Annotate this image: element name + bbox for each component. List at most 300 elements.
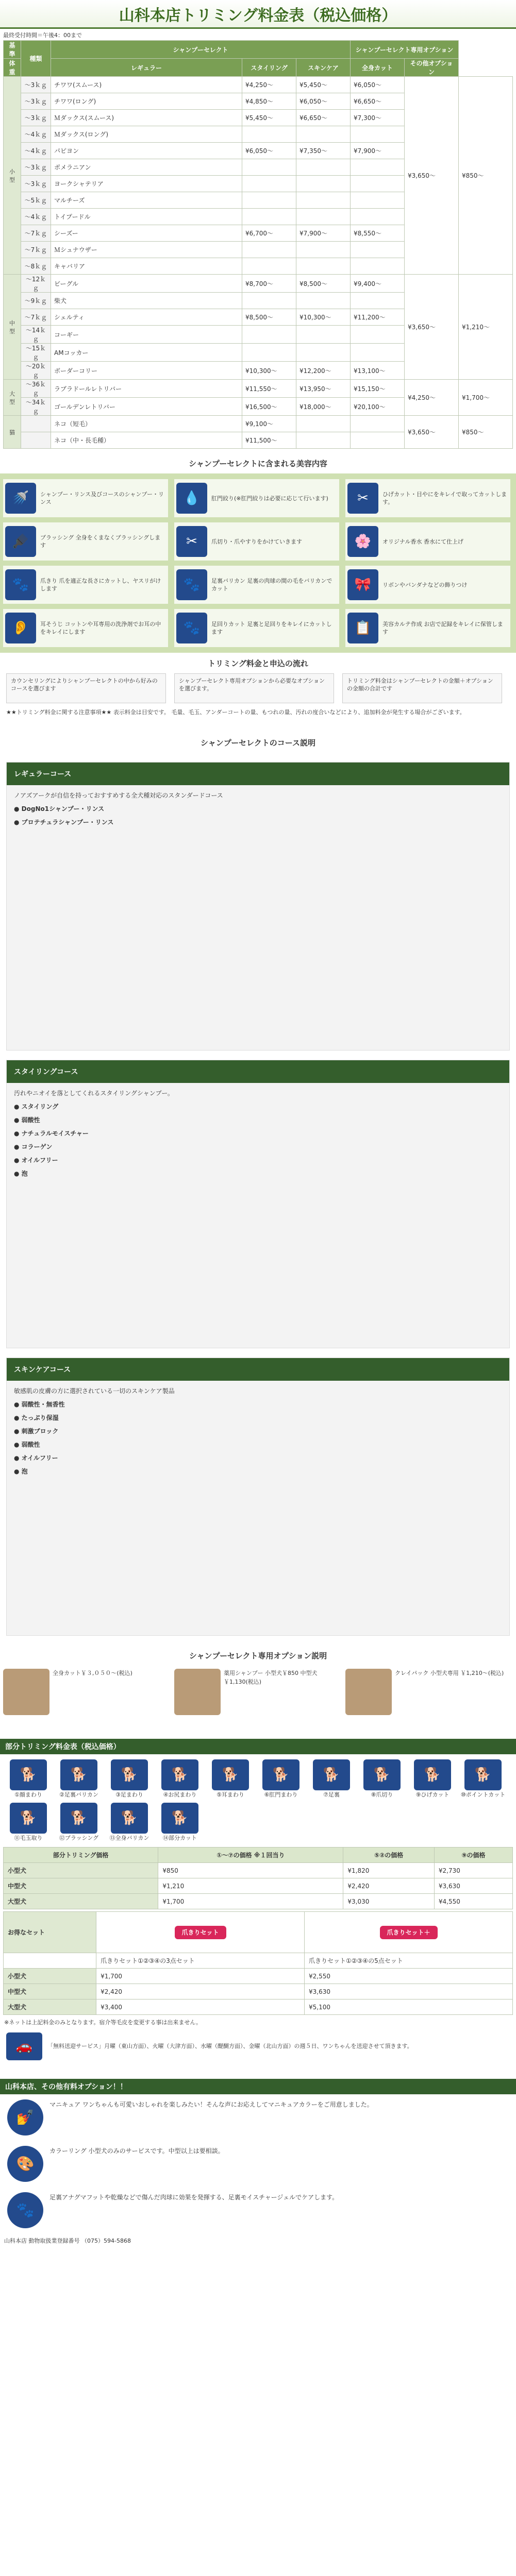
option-photo — [345, 1669, 392, 1715]
price-cell: ¥5,450～ — [296, 77, 351, 93]
part-label: ④お尻まわり — [163, 1791, 197, 1798]
course-box — [6, 1060, 510, 1348]
part-item — [206, 1759, 255, 1799]
set-a-desc: 爪きりセット①②③④の3点セット — [96, 1953, 305, 1969]
course-header: スタイリングコース — [7, 1060, 509, 1083]
feature-item — [174, 522, 339, 561]
course-header: レギュラーコース — [7, 762, 509, 785]
price-cell: ¥18,000～ — [296, 398, 351, 416]
car-icon: 🚗 — [6, 2032, 42, 2060]
price-row — [4, 77, 513, 93]
part-label: ⑧爪切り — [371, 1791, 393, 1798]
price-cell: ¥9,400～ — [351, 275, 405, 293]
price-row — [4, 416, 513, 432]
extra-text: カラーリング 小型犬のみのサービスです。中型以上は要相談。 — [49, 2147, 224, 2155]
feature-item — [345, 479, 510, 517]
part-item — [408, 1759, 457, 1799]
parts-price-header: ⑨の価格 — [434, 1848, 512, 1863]
course-desc: 敏感肌の皮膚の方に選択されている一切のスキンケア製品 — [14, 1387, 175, 1395]
price-cell — [242, 209, 296, 225]
breed-cell: シーズー — [51, 225, 242, 242]
price-row — [4, 275, 513, 293]
fullcut-header: 全身カット — [351, 59, 405, 77]
breed-cell: シェルティ — [51, 309, 242, 326]
course-item: ● DogNo1シャンプー・リンス — [14, 805, 105, 812]
breed-cell: マルチーズ — [51, 192, 242, 209]
part-icon: 🐕 — [161, 1759, 198, 1790]
feature-icon: 💧 — [176, 483, 207, 514]
course-item: ● 弱酸性・無香性 — [14, 1401, 65, 1408]
price-cell — [242, 176, 296, 192]
price-row — [4, 380, 513, 398]
extra-icon: 💅 — [7, 2099, 43, 2136]
weight-cell: ～7ｋｇ — [21, 242, 51, 258]
price-cell — [351, 293, 405, 309]
parts-price-cell: ¥850 — [158, 1863, 343, 1878]
price-cell: ¥8,700～ — [242, 275, 296, 293]
set-cell: 小型犬 — [4, 1969, 96, 1984]
set-b-desc: 爪きりセット①②③④の5点セット — [305, 1953, 513, 1969]
weight-cell: ～9ｋｇ — [21, 293, 51, 309]
feature-icon: 🌸 — [347, 526, 378, 557]
feature-item — [3, 479, 168, 517]
price-cell: ¥6,050～ — [242, 143, 296, 159]
flow-step: トリミング料金はシャンプーセレクトの金額＋オプションの金額の合計です — [342, 673, 502, 703]
parts-price-cell: ¥1,700 — [158, 1894, 343, 1909]
course-body — [7, 1083, 509, 1184]
price-cell: ¥6,650～ — [296, 110, 351, 126]
course-item: ● プロテチュラシャンプー・リンス — [14, 819, 114, 826]
part-label: ⑦足裏 — [323, 1791, 340, 1798]
parts-price-cell: ¥3,630 — [434, 1878, 512, 1894]
kijun-header: 基準 — [4, 41, 21, 59]
price-cell — [351, 126, 405, 143]
breed-cell: 柴犬 — [51, 293, 242, 309]
parts-price-cell: 中型犬 — [4, 1878, 158, 1894]
price-cell — [296, 258, 351, 275]
feature-text: 足回りカット 足裏と足回りをキレイにカットします — [211, 621, 332, 635]
part-icon: 🐕 — [262, 1759, 299, 1790]
breed-cell: ボーダーコリー — [51, 362, 242, 380]
price-cell: ¥12,200～ — [296, 362, 351, 380]
price-cell: ¥4,850～ — [242, 93, 296, 110]
styling-header: スタイリング — [242, 59, 296, 77]
part-item — [155, 1759, 205, 1799]
part-icon: 🐕 — [414, 1759, 451, 1790]
weight-cell — [21, 432, 51, 449]
part-item — [256, 1759, 306, 1799]
part-item — [4, 1759, 53, 1799]
extra-item — [0, 2187, 516, 2233]
feature-text: 美容カルテ作成 お店で記録をキレイに保管します — [382, 621, 503, 635]
parts-price-row — [4, 1894, 513, 1909]
price-cell: ¥7,900～ — [351, 143, 405, 159]
price-cell — [242, 242, 296, 258]
price-cell — [242, 192, 296, 209]
price-cell: ¥7,300～ — [351, 110, 405, 126]
price-cell: ¥8,550～ — [351, 225, 405, 242]
price-cell: ¥8,500～ — [242, 309, 296, 326]
breed-cell: Ｍダックス(ロング) — [51, 126, 242, 143]
feature-item — [345, 566, 510, 604]
price-cell — [351, 258, 405, 275]
option-item — [3, 1669, 168, 1715]
page-title: 山科本店トリミング料金表（税込価格） — [0, 0, 516, 29]
weight-cell: ～7ｋｇ — [21, 309, 51, 326]
breed-cell: ネコ（短毛） — [51, 416, 242, 432]
set-note: ※ネットは上記料金のみとなります。宿介等毛皮を変更する事は出来ません。 — [4, 2019, 202, 2026]
price-cell — [296, 416, 351, 432]
weight-cell: ～4ｋｇ — [21, 143, 51, 159]
feature-icon: 👂 — [5, 613, 36, 643]
feature-icon: ✂ — [347, 483, 378, 514]
weight-cell: ～3ｋｇ — [21, 159, 51, 176]
flow-title: トリミング料金と申込の流れ — [0, 653, 516, 673]
breed-cell: コーギー — [51, 326, 242, 344]
weight-cell: ～5ｋｇ — [21, 192, 51, 209]
parts-price-cell: 大型犬 — [4, 1894, 158, 1909]
feature-icon: 🐾 — [176, 613, 207, 643]
feature-icon: 🎀 — [347, 569, 378, 600]
breed-cell: ゴールデンレトリバー — [51, 398, 242, 416]
price-cell: ¥13,950～ — [296, 380, 351, 398]
price-cell — [351, 432, 405, 449]
feature-item — [345, 609, 510, 647]
price-cell: ¥6,050～ — [296, 93, 351, 110]
extras-bar: 山科本店、その他有料オプション！！ — [0, 2079, 516, 2094]
parts-price-cell: ¥3,030 — [343, 1894, 435, 1909]
part-icon: 🐕 — [363, 1759, 401, 1790]
category-cell: 大型 — [4, 380, 21, 416]
weight-cell — [21, 416, 51, 432]
weight-cell: ～7ｋｇ — [21, 225, 51, 242]
course-item: ● オイルフリー — [14, 1454, 58, 1462]
part-label: ⑨ひげカット — [415, 1791, 450, 1798]
footer-text: 山科本店 動物取扱業登録番号 （075）594-5868 — [4, 2238, 131, 2244]
price-cell: ¥20,100～ — [351, 398, 405, 416]
feature-icon: ✂ — [176, 526, 207, 557]
breed-header: 種類 — [21, 41, 51, 77]
feature-text: 爪きり 爪を適正な長さにカットし、ヤスリがけします — [40, 578, 161, 592]
fullcut-price: ¥3,650～ — [405, 77, 459, 275]
part-item — [458, 1759, 508, 1799]
feature-item — [174, 566, 339, 604]
part-icon: 🐕 — [161, 1803, 198, 1834]
course-item: ● スタイリング — [14, 1103, 59, 1110]
fullcut-price: ¥4,250～ — [405, 380, 459, 416]
set-row — [4, 1984, 513, 1999]
breed-cell: ネコ（中・長毛種） — [51, 432, 242, 449]
course-item: ● コラーゲン — [14, 1143, 53, 1150]
weight-cell: ～12ｋｇ — [21, 275, 51, 293]
part-label: ③足まわり — [115, 1791, 143, 1798]
course-item: ● たっぷり保湿 — [14, 1414, 59, 1421]
part-label: ⑭部分カット — [163, 1835, 197, 1841]
shampoo-header: シャンプーセレクト — [51, 41, 351, 59]
price-cell — [296, 176, 351, 192]
feature-item — [3, 566, 168, 604]
price-cell: ¥11,200～ — [351, 309, 405, 326]
feature-icon: 🚿 — [5, 483, 36, 514]
part-icon: 🐕 — [60, 1803, 97, 1834]
feature-text: 肛門絞り(※肛門絞りは必要に応じて行います) — [211, 495, 328, 502]
part-label: ⑫ブラッシング — [59, 1835, 99, 1841]
price-cell: ¥5,450～ — [242, 110, 296, 126]
weight-cell: ～3ｋｇ — [21, 93, 51, 110]
other-option-price: ¥1,210～ — [459, 275, 513, 380]
price-cell: ¥6,700～ — [242, 225, 296, 242]
extra-icon: 🐾 — [7, 2192, 43, 2228]
price-cell: ¥6,050～ — [351, 77, 405, 93]
set-a-badge: 爪きりセット — [175, 1926, 226, 1939]
set-cell: ¥3,400 — [96, 1999, 305, 2015]
parts-price-header: ⑤②の価格 — [343, 1848, 435, 1863]
features-title: シャンプーセレクトに含まれる美容内容 — [0, 453, 516, 473]
part-label: ①顔まわり — [14, 1791, 42, 1798]
extras-list — [0, 2094, 516, 2233]
option-item — [174, 1669, 339, 1715]
price-cell — [242, 126, 296, 143]
set-cell: 中型犬 — [4, 1984, 96, 1999]
breed-cell: ビーグル — [51, 275, 242, 293]
weight-cell: ～20ｋｇ — [21, 362, 51, 380]
set-cell: 大型犬 — [4, 1999, 96, 2015]
category-cell: 小型 — [4, 77, 21, 275]
breed-cell: ポメラニアン — [51, 159, 242, 176]
course-body — [7, 1381, 509, 1482]
extra-text: マニキュア ワンちゃんも可愛いおしゃれを楽しみたい！そんな声にお応えしてマニキュアカラーをご用意しました。 — [49, 2101, 373, 2108]
course-box — [6, 1358, 510, 1636]
set-cell: ¥2,420 — [96, 1984, 305, 1999]
price-cell — [296, 242, 351, 258]
extra-item — [0, 2094, 516, 2141]
course-item: ● 弱酸性 — [14, 1116, 40, 1124]
price-cell: ¥6,650～ — [351, 93, 405, 110]
options-title: シャンプーセレクト専用オプション説明 — [0, 1645, 516, 1666]
feature-text: 足裏バリカン 足裏の肉球の間の毛をバリカンでカット — [211, 578, 332, 592]
feature-text: ひげカット・目やにをキレイで取ってカットします。 — [382, 491, 507, 505]
feature-item — [174, 479, 339, 517]
price-cell — [351, 192, 405, 209]
flow-step: カウンセリングによりシャンプーセレクトの中から好みのコースを選びます — [6, 673, 166, 703]
course-item: ● 泡 — [14, 1468, 28, 1475]
part-item — [54, 1803, 104, 1842]
courses-list — [0, 762, 516, 1636]
course-header: スキンケアコース — [7, 1358, 509, 1381]
price-cell — [242, 258, 296, 275]
part-icon: 🐕 — [60, 1759, 97, 1790]
part-item — [105, 1803, 154, 1842]
parts-price-row — [4, 1878, 513, 1894]
price-cell: ¥8,500～ — [296, 275, 351, 293]
feature-text: 爪切り・爪やすりをかけていきます — [211, 538, 302, 545]
breed-cell: キャバリア — [51, 258, 242, 275]
course-item: ● 泡 — [14, 1170, 28, 1177]
parts-price-cell: ¥2,730 — [434, 1863, 512, 1878]
feature-icon: 🐾 — [5, 569, 36, 600]
price-cell: ¥7,900～ — [296, 225, 351, 242]
breed-cell: AMコッカー — [51, 344, 242, 362]
weight-cell: ～3ｋｇ — [21, 77, 51, 93]
weight-cell: ～3ｋｇ — [21, 110, 51, 126]
breed-cell: Ｍダックス(スムース) — [51, 110, 242, 126]
price-cell — [242, 159, 296, 176]
set-cell: ¥1,700 — [96, 1969, 305, 1984]
feature-text: リボンやバンダナなどの飾りつけ — [382, 581, 468, 588]
feature-item — [174, 609, 339, 647]
part-item — [307, 1759, 356, 1799]
price-cell — [296, 159, 351, 176]
price-cell — [296, 293, 351, 309]
part-label: ②足裏バリカン — [59, 1791, 98, 1798]
part-icon: 🐕 — [10, 1759, 47, 1790]
fullcut-price: ¥3,650～ — [405, 275, 459, 380]
course-box — [6, 762, 510, 1050]
weight-cell: ～8ｋｇ — [21, 258, 51, 275]
price-cell: ¥7,350～ — [296, 143, 351, 159]
set-label: お得なセット — [4, 1912, 96, 1953]
parts-price-cell: ¥2,420 — [343, 1878, 435, 1894]
weight-cell: ～34ｋｇ — [21, 398, 51, 416]
option-text: クレイパック 小型犬専用 ￥1,210～(税込) — [395, 1670, 504, 1676]
breed-cell: ヨークシャテリア — [51, 176, 242, 192]
course-body — [7, 785, 509, 833]
part-item — [357, 1759, 407, 1799]
other-option-price: ¥850～ — [459, 77, 513, 275]
feature-item — [3, 522, 168, 561]
breed-cell: パピヨン — [51, 143, 242, 159]
price-cell — [242, 344, 296, 362]
regular-header: レギュラー — [51, 59, 242, 77]
set-row — [4, 1999, 513, 2015]
price-cell — [242, 326, 296, 344]
course-item: ● オイルフリー — [14, 1157, 58, 1164]
price-cell — [242, 293, 296, 309]
part-icon: 🐕 — [111, 1803, 148, 1834]
part-label: ⑪毛玉取り — [14, 1835, 43, 1841]
extra-icon: 🎨 — [7, 2146, 43, 2182]
part-icon: 🐕 — [111, 1759, 148, 1790]
breed-cell: トイプードル — [51, 209, 242, 225]
breed-cell: Ｍシュナウザー — [51, 242, 242, 258]
weight-cell: ～15ｋｇ — [21, 344, 51, 362]
other-option-price: ¥1,700～ — [459, 380, 513, 416]
price-cell — [296, 192, 351, 209]
other-option-price: ¥850～ — [459, 416, 513, 449]
breed-cell: ラブラドールレトリバー — [51, 380, 242, 398]
part-icon: 🐕 — [10, 1803, 47, 1834]
price-cell: ¥4,250～ — [242, 77, 296, 93]
price-cell — [351, 176, 405, 192]
breed-cell: チワワ(スムース) — [51, 77, 242, 93]
set-b-badge: 爪きりセット＋ — [380, 1926, 438, 1939]
option-header: シャンプーセレクト専用オプション — [351, 41, 459, 59]
weight-header: 体重 — [4, 59, 21, 77]
part-icon: 🐕 — [212, 1759, 249, 1790]
course-desc: 汚れやニオイを落としてくれるスタイリングシャンプー。 — [14, 1090, 174, 1097]
set-row — [4, 1969, 513, 1984]
service-box — [0, 2029, 516, 2063]
options-list — [0, 1666, 516, 1718]
price-cell — [296, 344, 351, 362]
price-table — [3, 40, 513, 449]
option-text: 全身カット￥３,０５０～(税込) — [53, 1670, 132, 1676]
set-cell: ¥3,630 — [305, 1984, 513, 1999]
option-photo — [174, 1669, 221, 1715]
price-cell: ¥15,150～ — [351, 380, 405, 398]
flow-note: ★★トリミング料金に関する注意事項★★ 表示料金は目安です。 毛量、毛玉、アンダーコートの量、もつれの量、汚れの度合いなどにより、追加料金が発生する場合がございます。 — [6, 709, 465, 716]
course-item: ● 刺激ブロック — [14, 1428, 59, 1435]
weight-cell: ～36ｋｇ — [21, 380, 51, 398]
part-item — [4, 1803, 53, 1842]
price-cell: ¥13,100～ — [351, 362, 405, 380]
set-cell: ¥2,550 — [305, 1969, 513, 1984]
breed-cell: チワワ(ロング) — [51, 93, 242, 110]
part-item — [155, 1803, 205, 1842]
part-label: ⑩ポイントカット — [460, 1791, 506, 1798]
option-photo — [3, 1669, 49, 1715]
weight-cell: ～4ｋｇ — [21, 126, 51, 143]
part-icon: 🐕 — [313, 1759, 350, 1790]
weight-cell: ～4ｋｇ — [21, 209, 51, 225]
parts-price-cell: ¥4,550 — [434, 1894, 512, 1909]
price-cell — [351, 209, 405, 225]
skincare-header: スキンケア — [296, 59, 351, 77]
price-cell: ¥11,500～ — [242, 432, 296, 449]
price-cell — [351, 344, 405, 362]
flow-list — [0, 673, 516, 703]
weight-cell: ～14ｋｇ — [21, 326, 51, 344]
parts-price-row — [4, 1863, 513, 1878]
price-cell — [351, 326, 405, 344]
part-item — [54, 1759, 104, 1799]
part-icon: 🐕 — [464, 1759, 502, 1790]
feature-item — [3, 609, 168, 647]
price-cell: ¥16,500～ — [242, 398, 296, 416]
price-cell: ¥10,300～ — [242, 362, 296, 380]
weight-cell: ～3ｋｇ — [21, 176, 51, 192]
flow-step: シャンプーセレクト専用オプションから必要なオプションを選びます。 — [174, 673, 334, 703]
parts-bar: 部分トリミング料金表（税込価格） — [0, 1739, 516, 1754]
price-cell: ¥9,100～ — [242, 416, 296, 432]
part-label: ⑥肛門まわり — [264, 1791, 298, 1798]
parts-price-header: 部分トリミング価格 — [4, 1848, 158, 1863]
price-cell — [351, 416, 405, 432]
price-cell — [296, 126, 351, 143]
set-table — [3, 1911, 513, 2015]
option-text: 薬用シャンプー 小型犬￥850 中型犬￥1,130(税込) — [224, 1670, 318, 1685]
feature-icon: 🐾 — [176, 569, 207, 600]
fullcut-price: ¥3,650～ — [405, 416, 459, 449]
part-label: ⑤耳まわり — [217, 1791, 244, 1798]
features-grid — [0, 473, 516, 653]
price-cell — [351, 242, 405, 258]
option-item — [345, 1669, 510, 1715]
price-cell: ¥11,550～ — [242, 380, 296, 398]
category-cell: 中型 — [4, 275, 21, 380]
price-cell — [351, 159, 405, 176]
extra-text: 足裏アナグマフットや乾燥などで傷んだ肉球に効果を発揮する、足裏モイスチャージェルでケアします。 — [49, 2194, 339, 2201]
parts-grid — [0, 1754, 516, 1847]
course-desc: ノアズアークが自信を持っておすすめする全犬種対応のスタンダードコース — [14, 792, 223, 799]
price-cell — [296, 209, 351, 225]
parts-price-cell: 小型犬 — [4, 1863, 158, 1878]
extra-item — [0, 2141, 516, 2187]
set-cell: ¥5,100 — [305, 1999, 513, 2015]
part-label: ⑬全身バリカン — [109, 1835, 149, 1841]
other-header: その他オプション — [405, 59, 459, 77]
part-item — [105, 1759, 154, 1799]
